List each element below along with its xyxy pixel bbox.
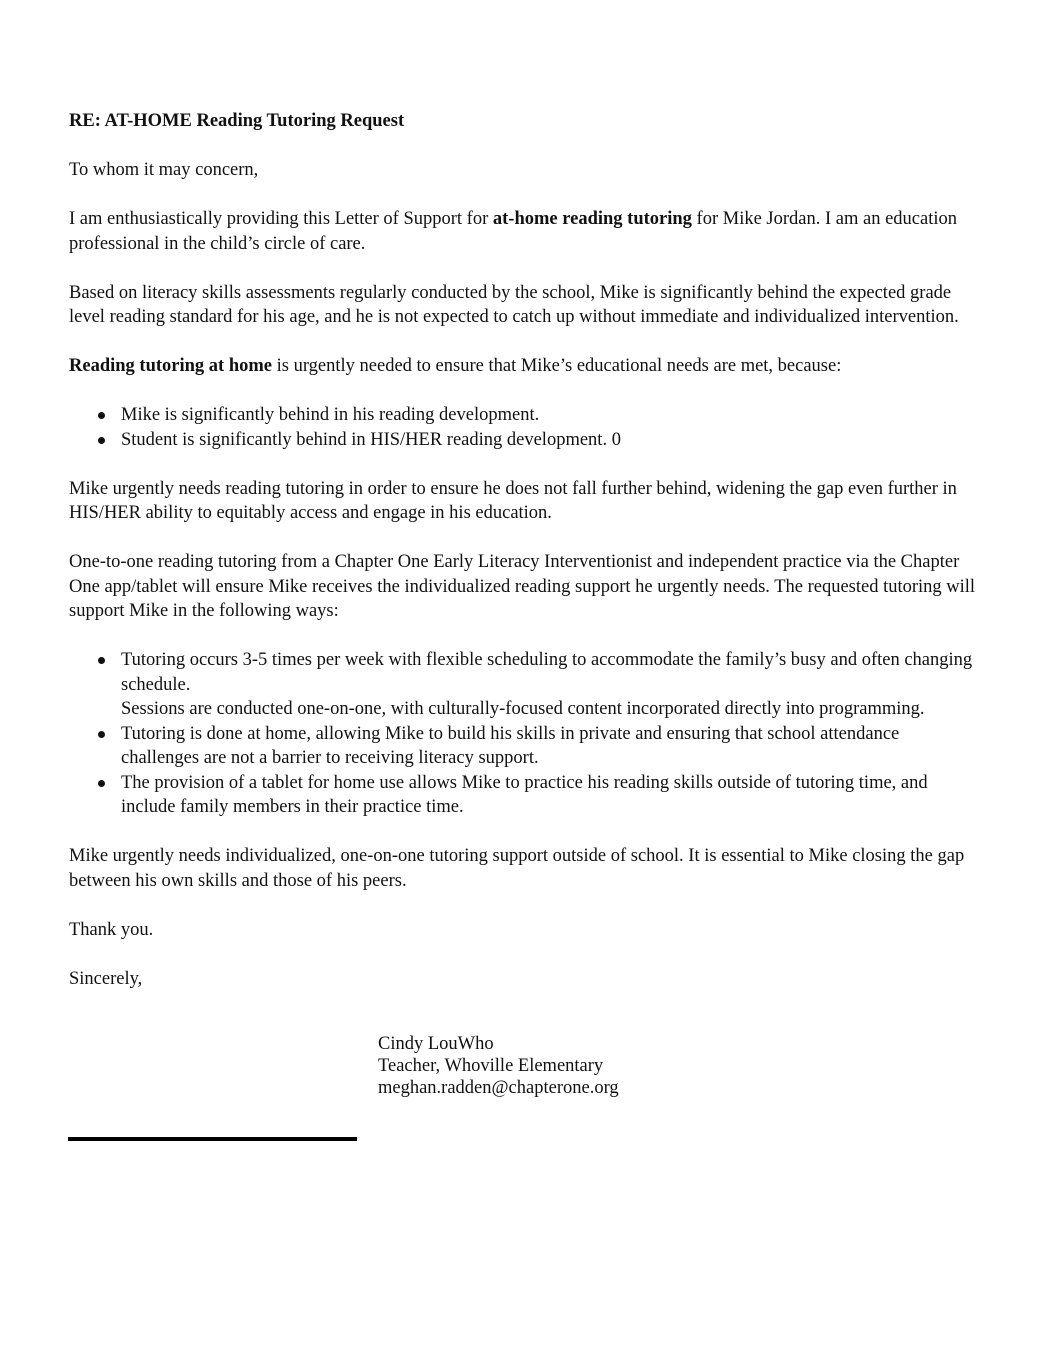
intro-text-bold: at-home reading tutoring xyxy=(492,209,692,229)
signature-line xyxy=(68,1137,357,1141)
support-text: The provision of a tablet for home use allows Mike to practice his reading skills outside of tutoring time, and include family members in their practice time. xyxy=(121,772,928,817)
bullet-icon xyxy=(98,780,105,787)
bullet-icon xyxy=(98,412,105,419)
signer-title: Teacher, Whoville Elementary xyxy=(378,1056,604,1076)
letter-subject: RE: AT-HOME Reading Tutoring Request xyxy=(69,111,405,131)
closing-line: Sincerely, xyxy=(69,968,143,989)
list-item xyxy=(121,771,979,820)
list-item xyxy=(121,722,979,771)
thanks-line: Thank you. xyxy=(69,919,154,940)
need-text-after: is urgently needed to ensure that Mike’s educational needs are met, because: xyxy=(272,356,842,376)
support-text: Tutoring occurs 3-5 times per week with flexible scheduling to accommodate the family’s busy and often changing schedule. xyxy=(121,650,973,695)
need-text-bold: Reading tutoring at home xyxy=(69,356,272,376)
bullet-icon xyxy=(98,657,105,664)
reasons-list xyxy=(69,403,979,452)
need-paragraph xyxy=(69,354,979,379)
intro-text-before: I am enthusiastically providing this Letter of Support for xyxy=(69,209,493,229)
signer-email: meghan.radden@chapterone.org xyxy=(378,1078,619,1098)
supports-list xyxy=(69,648,979,820)
letter-body xyxy=(69,109,979,1016)
signature-block xyxy=(378,1033,619,1099)
signer-name: Cindy LouWho xyxy=(378,1034,494,1054)
intro-text-after: for Mike Jordan. I am an education professional in the child’s circle of care. xyxy=(69,209,958,254)
reason-text: Mike is significantly behind in his reading development. xyxy=(121,405,540,425)
urgency-paragraph: Mike urgently needs reading tutoring in order to ensure he does not fall further behind, widening the gap even further in HIS/HER ability to equitably access and engage in his education. xyxy=(69,478,957,523)
list-item xyxy=(121,403,979,428)
support-extra-text: Sessions are conducted one-on-one, with culturally-focused content incorporated directly into programming. xyxy=(121,699,925,719)
bullet-icon xyxy=(98,731,105,738)
assessment-paragraph: Based on literacy skills assessments regularly conducted by the school, Mike is significantly behind the expected grade level reading standard for his age, and he is not expected to catch up without immediate and individualized intervention. xyxy=(69,282,959,327)
list-item xyxy=(121,428,979,453)
summary-paragraph: Mike urgently needs individualized, one-on-one tutoring support outside of school. It is essential to Mike closing the gap between his own skills and those of his peers. xyxy=(69,846,965,891)
salutation: To whom it may concern, xyxy=(69,160,259,180)
reason-text: Student is significantly behind in HIS/HER reading development. 0 xyxy=(121,429,621,450)
list-item xyxy=(121,648,979,722)
intro-paragraph xyxy=(69,207,979,256)
bullet-icon xyxy=(98,437,105,444)
program-paragraph: One-to-one reading tutoring from a Chapter One Early Literacy Interventionist and independent practice via the Chapter One app/tablet will ensure Mike receives the individualized reading support he urgently needs. The requested tutoring will support Mike in the following ways: xyxy=(69,552,976,621)
support-text: Tutoring is done at home, allowing Mike to build his skills in private and ensuring that school attendance challenges are not a barrier to receiving literacy support. xyxy=(121,723,900,768)
